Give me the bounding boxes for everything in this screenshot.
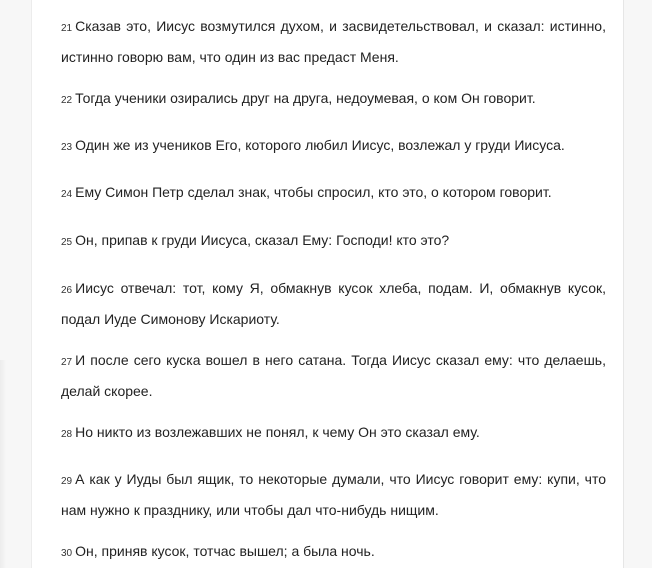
verse-23 <box>61 131 606 162</box>
verse-number: 28 <box>61 429 73 440</box>
verse-number: 25 <box>61 237 73 248</box>
verse-text: И после сего куска вошел в него сатана. Тогда Иисус сказал ему: что делаешь, делай скорее. <box>61 352 606 399</box>
verse-text: Иисус отвечал: тот, кому Я, обмакнув кусок хлеба, подам. И, обмакнув кусок, подал Иуде Симонову Искариоту. <box>61 280 606 327</box>
verse-text: Тогда ученики озирались друг на друга, недоумевая, о ком Он говорит. <box>75 90 536 106</box>
verse-text: Один же из учеников Его, которого любил Иисус, возлежал у груди Иисуса. <box>75 137 565 153</box>
left-panel-edge <box>0 360 6 568</box>
verse-number: 26 <box>61 285 73 296</box>
verse-number: 22 <box>61 95 73 106</box>
verse-24 <box>61 178 606 209</box>
verse-30 <box>61 537 606 568</box>
verse-21 <box>61 12 606 71</box>
verse-text: Но никто из возлежавших не понял, к чему Он это сказал ему. <box>75 424 480 440</box>
verse-text: А как у Иуды был ящик, то некоторые думали, что Иисус говорит ему: купи, что нам нужно к празднику, или чтобы дал что-нибудь нищим. <box>61 471 606 518</box>
verse-28 <box>61 418 606 449</box>
verse-number: 30 <box>61 548 73 559</box>
verse-text: Ему Симон Петр сделал знак, чтобы спросил, кто это, о котором говорит. <box>75 184 552 200</box>
verse-29 <box>61 465 606 524</box>
verse-22 <box>61 84 606 115</box>
verse-number: 27 <box>61 357 73 368</box>
verse-text: Он, припав к груди Иисуса, сказал Ему: Господи! кто это? <box>75 232 450 248</box>
verse-number: 21 <box>61 23 73 34</box>
verse-27 <box>61 346 606 405</box>
verse-number: 29 <box>61 476 73 487</box>
verse-25 <box>61 226 606 257</box>
verse-26 <box>61 274 606 333</box>
verse-number: 24 <box>61 189 73 200</box>
verse-text: Он, приняв кусок, тотчас вышел; а была ночь. <box>75 543 375 559</box>
scripture-page <box>31 0 624 568</box>
verse-text: Сказав это, Иисус возмутился духом, и засвидетельствовал, и сказал: истинно, истинно говорю вам, что один из вас предаст Меня. <box>61 18 606 65</box>
verse-number: 23 <box>61 142 73 153</box>
